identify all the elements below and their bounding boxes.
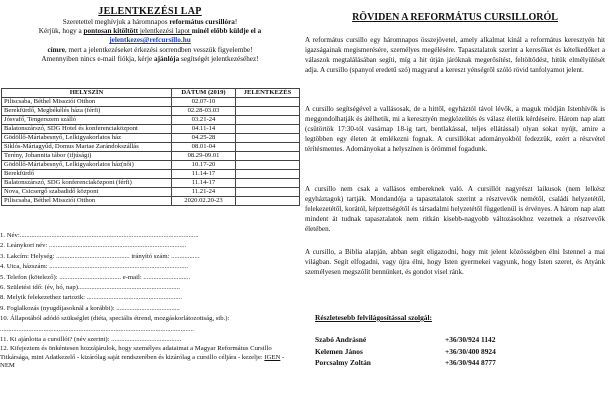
about-paragraph-1: A református cursillo egy háromnapos összejövetel, amely alkalmat kínál a református keresztyén hit igazságainak megismerésére, személyes megélésére. Tapasztalatok szerint a keresőket és kételkedőket a válaszok megtalálásában segíti, míg a hit útján járóknak megerősítést, feltöltődést, hitük elmélyülését adja. A cursillo (spanyol eredetű szó) magyarul a kereszt yénségről szóló rövid tanfolyamot jelent.	[305, 36, 605, 74]
row-date: 11.21-24	[172, 188, 236, 197]
row-date: 03.21-24	[172, 116, 236, 125]
header-signup: JELENTKEZÉS	[236, 89, 300, 98]
schedule-table	[1, 88, 300, 206]
contact-list	[315, 334, 595, 369]
intro-line-5	[0, 55, 300, 64]
contact-item	[315, 334, 595, 346]
row-signup-cell[interactable]	[236, 98, 300, 107]
intro-line-4	[0, 46, 300, 55]
row-date: 10.17-20	[172, 161, 236, 170]
field-name[interactable]: 1. Név:...........................................................................................................	[0, 232, 199, 239]
table-row	[2, 197, 300, 206]
row-place: Berekfürdő	[2, 170, 172, 179]
table-row	[2, 125, 300, 134]
row-signup-cell[interactable]	[236, 197, 300, 206]
intro-bold: minél előbb küldje el a	[191, 27, 262, 36]
table-row	[2, 179, 300, 188]
table-row	[2, 188, 300, 197]
contact-phone[interactable]: +36/30/924 1142	[445, 335, 496, 344]
table-row	[2, 143, 300, 152]
contact-name: Porcsalmy Zoltán	[315, 358, 371, 367]
intro-text: Kérjük, hogy a	[38, 27, 84, 36]
contact-item	[315, 357, 595, 369]
contact-title: Részletesebb felvilágosítással szolgál:	[315, 313, 433, 322]
row-date: 08.01-04	[172, 143, 236, 152]
row-place: Gödöllő-Máriabesnyő, Lelkigyakorlatos ház(női)	[2, 161, 172, 170]
field-special-needs-line[interactable]: ....................................................................................................................	[0, 325, 194, 333]
row-date: 02.07-10	[172, 98, 236, 107]
row-date: 08.29-09.01	[172, 152, 236, 161]
contact-name: Szabó Andrásné	[315, 335, 367, 344]
field-special-needs[interactable]: 10. Állapotából adódó szükséglet (diéta, speciális étrend, mozgáskorlátozottság, stb.):	[0, 315, 230, 323]
intro-text: segítségét jelentkezéséhez!	[179, 54, 259, 63]
row-signup-cell[interactable]	[236, 152, 300, 161]
intro-text: jelentkezési lapot	[138, 27, 192, 36]
field-street[interactable]: 4. Utca, házszám: ...................................................................................	[0, 263, 188, 271]
contact-phone[interactable]: +36/30/400 8924	[445, 346, 496, 356]
row-signup-cell[interactable]	[236, 143, 300, 152]
about-title: RÖVIDEN A REFORMÁTUS CURSILLORÓL	[352, 12, 558, 23]
row-place: Jósvafő, Tengerszem szálló	[2, 116, 172, 125]
row-place: Gödöllő-Máriabesnyő, Lelkigyakorlatos ház	[2, 134, 172, 143]
about-paragraph-3: A cursillo nem csak a vallásos embereknek való. A cursillót nagyrészt laikusok (nem lelkész egyháztagok) tartják. Mondandója a tapasztalatok szerint a résztvevők nemétől, családi helyzetétől, felekezetétől, korától, képzettségétől és társadalmi helyzetétől függetlenül is érvényes. A három nap alatt mindent át tudnak tapasztalatok nem ritkán kisebb-nagyobb változásokhoz vezetnek a résztvevők életében.	[305, 185, 605, 233]
contact-item	[315, 346, 595, 358]
intro-text: !	[234, 18, 238, 26]
intro-bold: ajánlója	[154, 54, 180, 63]
row-date: 04.11-14	[172, 125, 236, 134]
row-date: 2020.02.20-23	[172, 197, 236, 206]
table-row	[2, 161, 300, 170]
about-paragraph-4: A cursillo, a Biblia alapján, abban segít eligazodni, hogy mit jelent közösségben élni Istennel a mai világban. Segít elfogadni, vagy újra élni, hogy Isten gyermekei vagyunk, hogy Isten szeret, és Atyánk személyesen megszólít bennünket, és gondot visel ránk.	[305, 248, 605, 276]
table-row	[2, 98, 300, 107]
row-signup-cell[interactable]	[236, 179, 300, 188]
row-date: 11.14-17	[172, 170, 236, 179]
field-address-city[interactable]: 3. Lakcím: Helység: ............................................ irányító szám: .................	[0, 252, 200, 260]
row-signup-cell[interactable]	[236, 161, 300, 170]
intro-bold: református cursillóra	[169, 18, 235, 26]
row-place: Terény, Johannita tábor (ifjúsági)	[2, 152, 172, 161]
table-row	[2, 152, 300, 161]
row-place: Siklós-Máriagyűd, Domus Mariae Zarándokszállás	[2, 143, 172, 152]
row-date: 11.14-17	[172, 179, 236, 188]
row-place: Piliscsaba, Béthel Missziói Otthon	[2, 98, 172, 107]
contact-phone[interactable]: +36/30/944 8777	[445, 358, 496, 367]
about-paragraph-2: A cursillo segítségével a vallásosak, de a hittől, egyháztól távol lévők, a maguk módján Istenhívők is meggondolhatják és átélhetik, mi a keresztyén megközelítés és válasz életük kérdéseire. Három nap alatt (csütörtök 17:30-tól vasárnap 18-ig tart, bentlakással, teljes ellátással) olyan sokat nyújt, amire a legtöbben egy életen át emlékezni fognak. A cursillókat adományokból fedezzük, ezért a részvétel térítésmentes. Adományokat a helyszínen is örömmel fogadunk.	[305, 105, 605, 153]
intro-text: Szeretettel meghívjuk a háromnapos	[62, 18, 170, 26]
row-signup-cell[interactable]	[236, 116, 300, 125]
consent-no[interactable]: NEM	[0, 362, 15, 370]
intro-line-3	[0, 36, 300, 45]
intro-bold: címre	[47, 45, 65, 54]
intro-line-2	[0, 27, 300, 36]
intro-line-1	[0, 18, 300, 27]
intro-bold: pontosan kitöltött	[83, 27, 139, 36]
field-denomination[interactable]: 8. Melyik felekezethez tartozik: .........................................................	[0, 294, 183, 302]
row-signup-cell[interactable]	[236, 125, 300, 134]
header-date: DÁTUM (2019)	[172, 89, 236, 98]
table-row	[2, 134, 300, 143]
table-header-row	[2, 89, 300, 98]
intro-text: Amennyiben nincs e-mail fiókja, kérje	[41, 54, 154, 63]
row-place: Piliscsaba, Béthel Missziói Otthon	[2, 197, 172, 206]
consent-yes[interactable]: IGEN	[264, 353, 281, 361]
field-maiden-name[interactable]: 2. Leánykori név: ..................................................................................	[0, 242, 187, 250]
row-place: Nova, Csicsergő szabadidő központ	[2, 188, 172, 197]
row-place: Balatonszárszó, SDG Hotel és konferenciaközpont	[2, 125, 172, 134]
table-row	[2, 107, 300, 116]
row-place: Balatonszárszó, SDG konferenciaközpont (férfi)	[2, 179, 172, 188]
consent-separator: -	[280, 353, 285, 361]
field-recommender[interactable]: 11. Ki ajánlotta a cursillót? (név szerint): ..........................................	[0, 335, 182, 343]
header-place: HELYSZÍN	[2, 89, 172, 98]
row-signup-cell[interactable]	[236, 170, 300, 179]
form-title: JELENTKEZÉSI LAP	[98, 6, 202, 17]
row-signup-cell[interactable]	[236, 134, 300, 143]
intro-text: , mert a jelentkezéseket érkezési sorrendben vesszük figyelembe!	[64, 45, 253, 54]
field-phone-email[interactable]: 5. Telefon (kötelező): ..................................... e-mail: ............................	[0, 273, 191, 281]
row-signup-cell[interactable]	[236, 188, 300, 197]
row-place: Berekfürdő, Megbékélés háza (férfi)	[2, 107, 172, 116]
field-occupation[interactable]: 9. Foglalkozás (nyugdíjasoknál a korábbi): ......................................	[0, 304, 180, 312]
contact-name: Kelemen János	[315, 346, 363, 356]
form-intro	[0, 18, 300, 64]
row-date: 04.25-28	[172, 134, 236, 143]
row-signup-cell[interactable]	[236, 107, 300, 116]
table-row	[2, 170, 300, 179]
field-birth-date[interactable]: 6. Születési idő: (év, hó, nap).............................................................	[0, 283, 180, 291]
consent-text: 12. Kifejeztem és önkéntesen hozzájárulok, hogy személyes adataimat a Magyar Református Cursillo Titkársága, mint Adatkezelő - kizárólag saját rendszerében és kizárólag a cursillo céljára - kezelje:	[0, 345, 272, 361]
table-row	[2, 116, 300, 125]
personal-data-form	[0, 231, 300, 371]
consent-statement	[0, 345, 300, 370]
email-link[interactable]: jelentkezes@refcursillo.hu	[109, 36, 191, 45]
row-date: 02.28-03.03	[172, 107, 236, 116]
